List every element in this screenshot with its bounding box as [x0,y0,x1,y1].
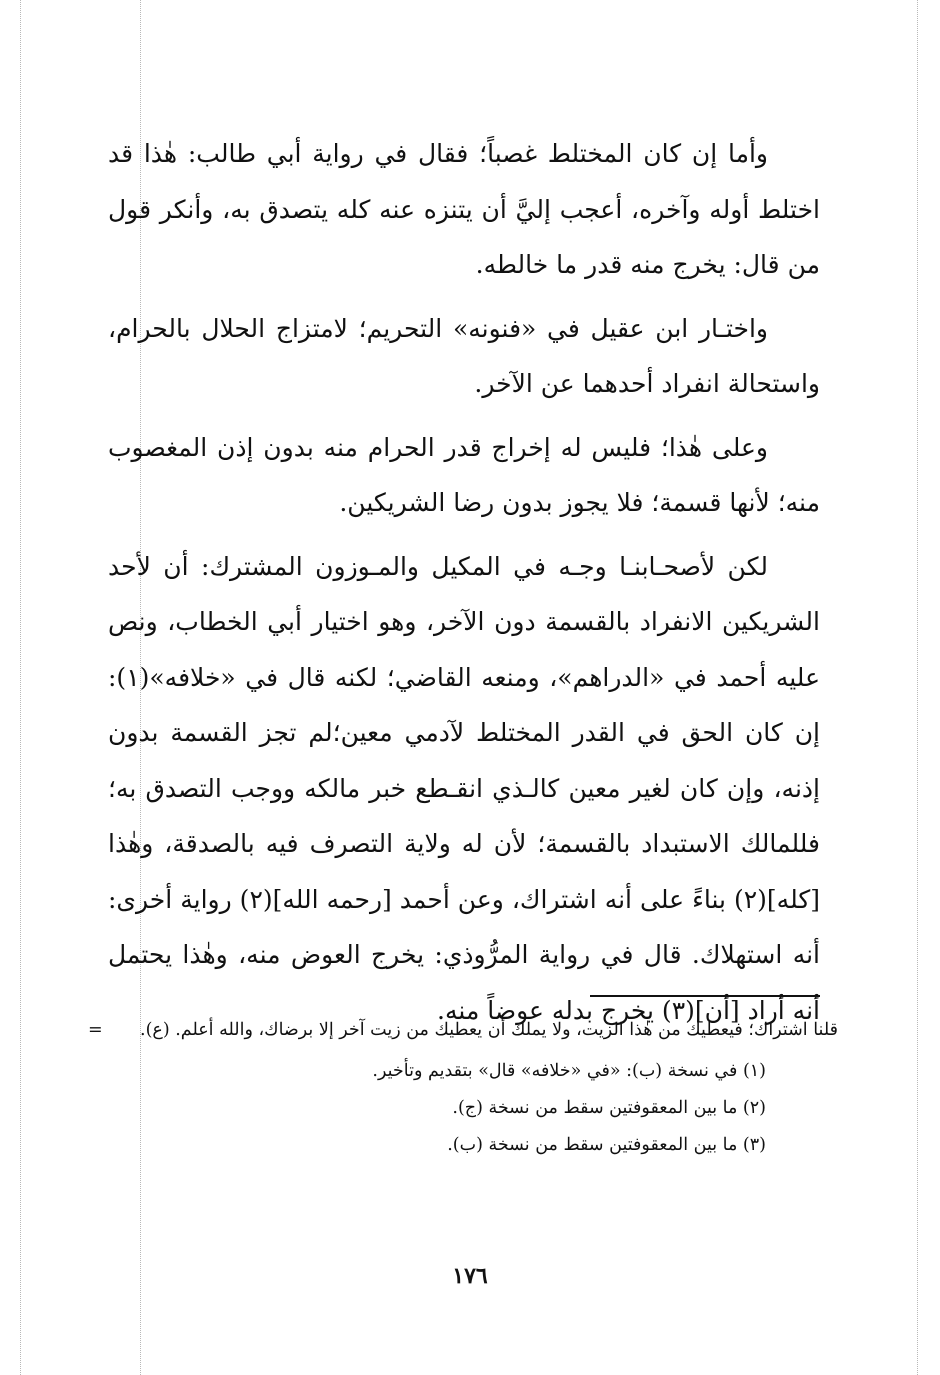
footnote-separator [590,995,820,997]
footnotes [88,1012,838,1164]
page-number: ١٧٦ [452,1263,488,1289]
footnote-continuation-text: قلنا اشتراك؛ فيعطيك من هٰذا الزيت، ولا يملك أن يعطيك من زيت آخر إلا برضاك، والله أعلم. (ع). [140,1020,838,1040]
paragraph-1: وأما إن كان المختلط غصباً؛ فقال في رواية أبي طالب: هٰذا قد اختلط أوله وآخره، أعجب إليَّ أن يتنزه عنه كله يتصدق به، وأنكر قول من قال: يخرج منه قدر ما خالطه. [108,139,820,279]
paragraph-2: واختـار ابن عقيل في «فنونه» التحريم؛ لامتزاج الحلال بالحرام، واستحالة انفراد أحدهما عن الآخر. [108,313,820,398]
main-text [108,126,820,1046]
continuation-marker: = [88,1020,103,1040]
footnote-continuation [88,1012,838,1049]
paragraph-4: لكن لأصحـابنـا وجـه في المكيل والمـوزون المشترك: أن لأحد الشريكين الانفراد بالقسمة دون الآخر، وهو اختيار أبي الخطاب، ونص عليه أحمد في «الدراهم»، ومنعه القاضي؛ لكنه قال في «خلافه»(١): إن كان الحق في القدر المختلط لآدمي معين؛لم تجز القسمة بدون إذنه، وإن كان لغير معين كالـذي انقـطع خبر مالكه ووجب التصدق به؛ فللمالك الاستبداد بالقسمة؛ لأن له ولاية التصرف فيه بالصدقة، وهٰذا [كله](٢) بناءً على أنه اشتراك، وعن أحمد [رحمه الله](٢) رواية أخرى: أنه استهلاك. قال في رواية المرُّوذي: يخرج العوض منه، وهٰذا يحتمل أنه أراد [أن](٣) يخرج بدله عوضاً منه. [108,551,820,1025]
footnote-2: (٢) ما بين المعقوفتين سقط من نسخة (ج). [452,1098,766,1118]
paragraph-3: وعلى هٰذا؛ فليس له إخراج قدر الحرام منه بدون إذن المغصوب منه؛ لأنها قسمة؛ فلا يجوز بدون رضا الشريكين. [108,432,820,517]
footnote-3: (٣) ما بين المعقوفتين سقط من نسخة (ب). [447,1135,766,1155]
scan-guide-line [20,0,21,1375]
scan-guide-line [917,0,918,1375]
footnote-1: (١) في نسخة (ب): «في «خلافه» قال» بتقديم وتأخير. [372,1061,766,1081]
